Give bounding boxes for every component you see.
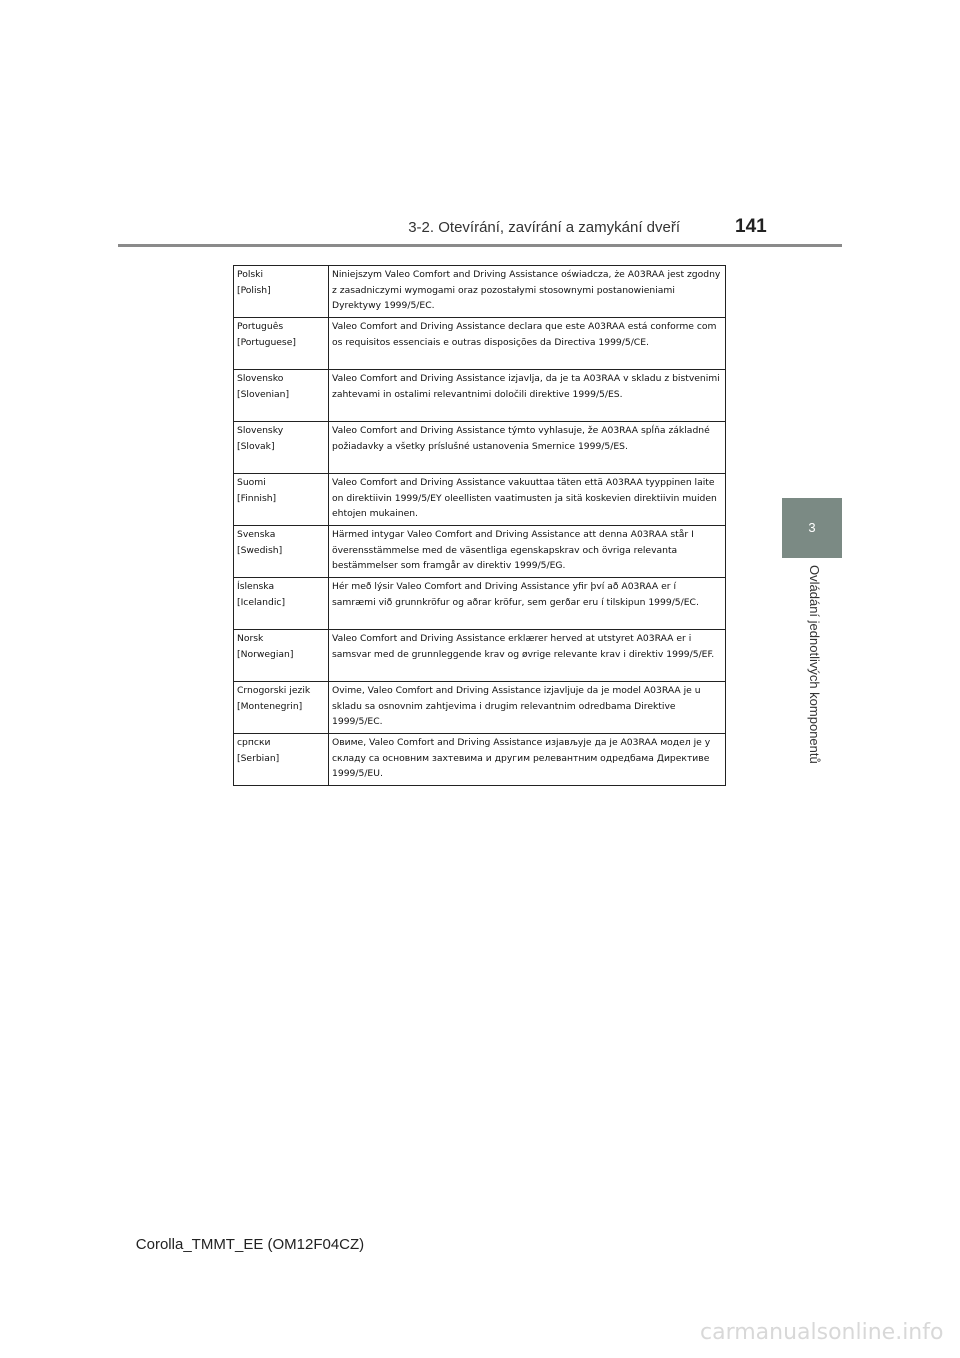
language-cell xyxy=(234,526,329,578)
declaration-row xyxy=(234,578,726,630)
declaration-row xyxy=(234,734,726,786)
language-name: Suomi xyxy=(237,477,266,488)
declaration-text: Hér með lýsir Valeo Comfort and Driving Assistance yfir því að A03RAA er í samræmi við grunnkröfur og aðrar kröfur, sem gerðar eru í tilskipun 1999/5/EC. xyxy=(329,578,726,630)
page-number: 141 xyxy=(735,216,767,237)
language-cell xyxy=(234,682,329,734)
declaration-row xyxy=(234,370,726,422)
language-english-name: [Swedish] xyxy=(237,544,283,556)
language-cell xyxy=(234,422,329,474)
language-english-name: [Slovak] xyxy=(237,440,275,452)
declaration-text: Valeo Comfort and Driving Assistance vakuuttaa täten että A03RAA tyyppinen laite on direktiivin 1999/5/EY oleellisten vaatimusten ja sitä koskevien direktiivin muiden ehtojen mukainen. xyxy=(329,474,726,526)
header-divider xyxy=(118,244,842,247)
declaration-row xyxy=(234,266,726,318)
declaration-text: Valeo Comfort and Driving Assistance izjavlja, da je ta A03RAA v skladu z bistvenimi zahtevami in ostalimi relevantnimi določili direktive 1999/5/ES. xyxy=(329,370,726,422)
language-cell xyxy=(234,318,329,370)
declaration-text: Овиме, Valeo Comfort and Driving Assistance изјављује да је A03RAA модел је у складу са основним захтевима и другим релевантним одредбама Директиве 1999/5/EU. xyxy=(329,734,726,786)
language-name: Norsk xyxy=(237,633,264,644)
language-english-name: [Finnish] xyxy=(237,492,277,504)
language-name: српски xyxy=(237,737,271,748)
declaration-text: Härmed intygar Valeo Comfort and Driving Assistance att denna A03RAA står I överensstämmelse med de väsentliga egenskapskrav och övriga relevanta bestämmelser som framgår av direktiv 1999/5/EG. xyxy=(329,526,726,578)
declaration-row xyxy=(234,630,726,682)
language-name: Svenska xyxy=(237,529,276,540)
language-english-name: [Portuguese] xyxy=(237,336,296,348)
language-name: Crnogorski jezik xyxy=(237,685,311,696)
language-cell xyxy=(234,474,329,526)
declaration-text: Ovime, Valeo Comfort and Driving Assistance izjavljuje da je model A03RAA je u skladu sa osnovnim zahtjevima i drugim relevantnim odredbama Direktive 1999/5/EC. xyxy=(329,682,726,734)
chapter-label: Ovládání jednotlivých komponentů xyxy=(807,565,822,764)
language-english-name: [Montenegrin] xyxy=(237,700,303,712)
declaration-text: Valeo Comfort and Driving Assistance declara que este A03RAA está conforme com os requisitos essenciais e outras disposições da Directiva 1999/5/CE. xyxy=(329,318,726,370)
section-title: 3-2. Otevírání, zavírání a zamykání dveří xyxy=(408,219,680,236)
language-name: Íslenska xyxy=(237,581,275,592)
language-name: Português xyxy=(237,321,284,332)
language-name: Slovensky xyxy=(237,425,284,436)
language-cell xyxy=(234,578,329,630)
declaration-row xyxy=(234,474,726,526)
language-cell xyxy=(234,734,329,786)
language-cell xyxy=(234,630,329,682)
declaration-text: Valeo Comfort and Driving Assistance týmto vyhlasuje, že A03RAA spĺňa základné požiadavky a všetky príslušné ustanovenia Smernice 1999/5/ES. xyxy=(329,422,726,474)
declaration-text: Niniejszym Valeo Comfort and Driving Assistance oświadcza, że A03RAA jest zgodny z zasadniczymi wymogami oraz pozostałymi stosownymi postanowieniami Dyrektywy 1999/5/EC. xyxy=(329,266,726,318)
declarations-table xyxy=(233,265,726,786)
declaration-row xyxy=(234,318,726,370)
language-english-name: [Serbian] xyxy=(237,752,280,764)
declaration-row xyxy=(234,526,726,578)
declaration-row xyxy=(234,422,726,474)
language-english-name: [Polish] xyxy=(237,284,271,296)
document-id: Corolla_TMMT_EE (OM12F04CZ) xyxy=(135,1236,365,1253)
declaration-text: Valeo Comfort and Driving Assistance erklærer herved at utstyret A03RAA er i samsvar med de grunnleggende krav og øvrige relevante krav i direktiv 1999/5/EF. xyxy=(329,630,726,682)
chapter-tab[interactable]: 3 xyxy=(782,498,842,558)
language-cell xyxy=(234,370,329,422)
language-english-name: [Norwegian] xyxy=(237,648,294,660)
language-name: Polski xyxy=(237,269,264,280)
language-english-name: [Icelandic] xyxy=(237,596,286,608)
watermark: carmanualsonline.info xyxy=(700,1320,944,1345)
language-cell xyxy=(234,266,329,318)
language-name: Slovensko xyxy=(237,373,284,384)
declaration-row xyxy=(234,682,726,734)
language-english-name: [Slovenian] xyxy=(237,388,290,400)
